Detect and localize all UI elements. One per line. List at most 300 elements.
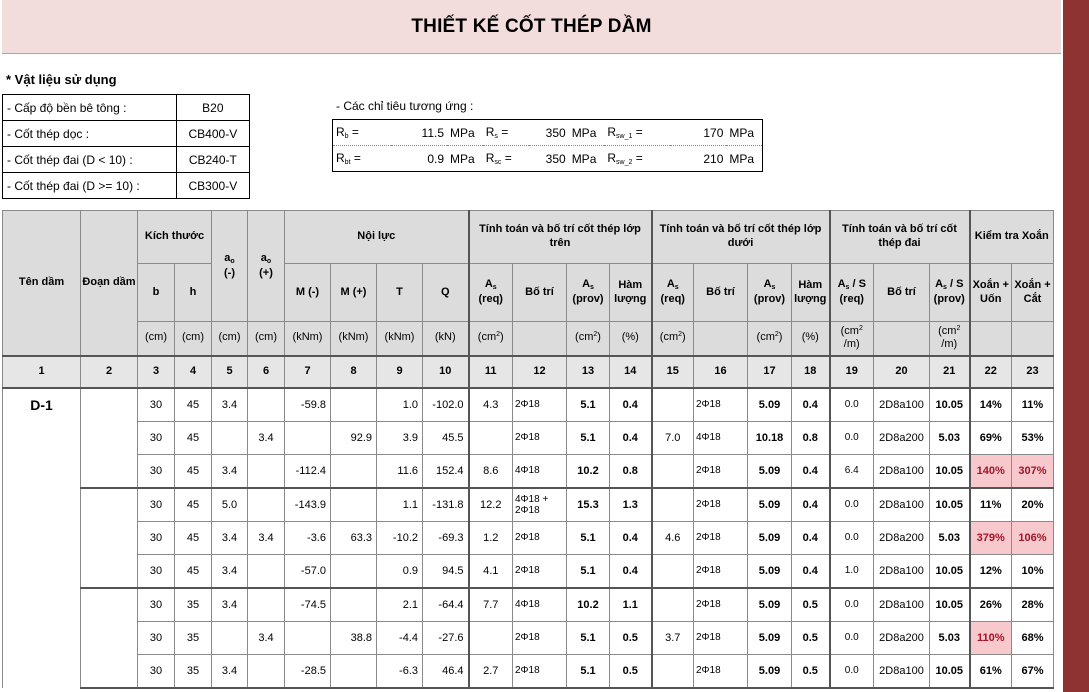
column-number: 18: [792, 356, 830, 388]
table-cell[interactable]: 67%: [1012, 654, 1054, 688]
column-number: 5: [212, 356, 248, 388]
table-cell[interactable]: [331, 588, 377, 622]
col-as-prov-bot: $A_s$ (prov): [748, 264, 792, 322]
table-cell[interactable]: 5.03: [930, 521, 970, 554]
table-cell[interactable]: 28%: [1012, 588, 1054, 622]
unit-cell: ($cm^2$ /m): [830, 322, 874, 356]
indicator-row: [333, 120, 763, 146]
table-cell[interactable]: 45: [175, 454, 212, 488]
unit-cell: (%): [610, 322, 652, 356]
col-noi-luc: Nội lực: [285, 211, 469, 264]
indicator-value[interactable]: 170: [670, 120, 726, 146]
table-cell[interactable]: 2Φ18: [513, 521, 567, 554]
table-cell[interactable]: 0.0: [830, 621, 874, 654]
indicator-unit: MPa: [571, 151, 597, 166]
table-cell[interactable]: 10.05: [930, 488, 970, 522]
material-row: [3, 95, 250, 121]
table-cell[interactable]: [469, 421, 513, 454]
table-cell[interactable]: 0.4: [610, 554, 652, 588]
table-cell[interactable]: 0.8: [610, 454, 652, 488]
table-cell[interactable]: 5.09: [748, 588, 792, 622]
table-cell[interactable]: -6.3: [377, 654, 423, 688]
indicator-unit: MPa: [447, 120, 483, 146]
table-cell[interactable]: 307%: [1012, 454, 1054, 488]
table-cell[interactable]: 30: [138, 554, 175, 588]
table-cell[interactable]: 0.0: [830, 521, 874, 554]
table-cell[interactable]: 30: [138, 421, 175, 454]
table-cell[interactable]: 2Φ18: [694, 554, 748, 588]
column-number: 14: [610, 356, 652, 388]
header-row: [3, 264, 1054, 322]
table-cell[interactable]: [331, 488, 377, 522]
table-cell[interactable]: [248, 654, 285, 688]
table-cell[interactable]: 2D8a100: [874, 554, 930, 588]
table-cell[interactable]: 379%: [970, 521, 1012, 554]
table-cell[interactable]: 4.3: [469, 388, 513, 422]
table-cell[interactable]: 2Φ18: [513, 421, 567, 454]
table-cell[interactable]: 5.09: [748, 654, 792, 688]
segment-cell[interactable]: [81, 588, 138, 688]
table-cell[interactable]: [248, 488, 285, 522]
table-cell[interactable]: [331, 654, 377, 688]
table-cell[interactable]: 45: [175, 388, 212, 422]
table-cell[interactable]: 2Φ18: [513, 621, 567, 654]
table-cell[interactable]: 4.6: [652, 521, 694, 554]
table-cell[interactable]: 63.3: [331, 521, 377, 554]
unit-cell: [513, 322, 567, 356]
table-cell[interactable]: 2Φ18: [694, 588, 748, 622]
table-cell[interactable]: 0.5: [610, 654, 652, 688]
unit-cell: [970, 322, 1012, 356]
unit-cell: (cm): [138, 322, 175, 356]
material-value[interactable]: CB240-T: [176, 147, 249, 173]
table-cell[interactable]: 2.7: [469, 654, 513, 688]
column-number: 22: [970, 356, 1012, 388]
table-cell[interactable]: 2Φ18: [513, 554, 567, 588]
segment-cell[interactable]: [81, 388, 138, 488]
table-cell[interactable]: 38.8: [331, 621, 377, 654]
table-cell[interactable]: [285, 421, 331, 454]
unit-cell: (kNm): [377, 322, 423, 356]
table-cell[interactable]: [652, 554, 694, 588]
unit-cell: (kNm): [285, 322, 331, 356]
table-cell[interactable]: 10.05: [930, 654, 970, 688]
table-cell[interactable]: 0.8: [792, 421, 830, 454]
column-number: 3: [138, 356, 175, 388]
table-cell[interactable]: 20%: [1012, 488, 1054, 522]
table-cell[interactable]: 2D8a100: [874, 654, 930, 688]
table-cell[interactable]: 1.0: [830, 554, 874, 588]
units-row: [3, 322, 1054, 356]
table-cell[interactable]: 5.0: [212, 488, 248, 522]
material-value[interactable]: CB300-V: [176, 173, 249, 199]
table-cell[interactable]: 2D8a100: [874, 454, 930, 488]
table-cell[interactable]: 2Φ18: [513, 654, 567, 688]
table-cell[interactable]: 1.2: [469, 521, 513, 554]
col-as-s-req: $A_s$ / S (req): [830, 264, 874, 322]
table-cell[interactable]: -59.8: [285, 388, 331, 422]
material-label: - Cấp độ bền bê tông :: [3, 95, 177, 121]
indicator-symbol: $R_{sc}$ =: [485, 151, 512, 166]
table-cell[interactable]: 0.4: [792, 454, 830, 488]
table-cell[interactable]: 2.1: [377, 588, 423, 622]
table-cell[interactable]: 106%: [1012, 521, 1054, 554]
col-ham-luong-bot: Hàm lượng: [792, 264, 830, 322]
table-cell[interactable]: [652, 454, 694, 488]
col-ao-plus: $a_o$ (+): [248, 211, 285, 322]
table-cell[interactable]: 0.0: [830, 488, 874, 522]
table-cell[interactable]: [285, 621, 331, 654]
table-cell[interactable]: 0.0: [830, 421, 874, 454]
table-cell[interactable]: 3.4: [248, 421, 285, 454]
table-cell[interactable]: 0.4: [792, 554, 830, 588]
material-value[interactable]: B20: [176, 95, 249, 121]
table-cell[interactable]: 2Φ18: [694, 454, 748, 488]
table-cell[interactable]: 1.1: [610, 588, 652, 622]
table-cell[interactable]: 45: [175, 554, 212, 588]
column-number: 4: [175, 356, 212, 388]
table-cell[interactable]: [248, 388, 285, 422]
table-cell[interactable]: 2Φ18: [694, 654, 748, 688]
table-cell[interactable]: [652, 488, 694, 522]
table-cell[interactable]: -28.5: [285, 654, 331, 688]
table-cell[interactable]: 0.9: [377, 554, 423, 588]
table-cell[interactable]: 5.09: [748, 488, 792, 522]
table-row: [3, 654, 1054, 688]
table-cell[interactable]: -3.6: [285, 521, 331, 554]
table-cell[interactable]: 0.4: [792, 488, 830, 522]
table-cell[interactable]: 3.4: [212, 388, 248, 422]
column-number: 1: [3, 356, 81, 388]
unit-cell: (cm): [212, 322, 248, 356]
table-cell[interactable]: 30: [138, 488, 175, 522]
table-cell[interactable]: 3.4: [212, 554, 248, 588]
unit-cell: (cm): [248, 322, 285, 356]
table-cell[interactable]: -4.4: [377, 621, 423, 654]
table-cell[interactable]: 14%: [970, 388, 1012, 422]
table-cell[interactable]: 3.9: [377, 421, 423, 454]
col-xoan: Kiểm tra Xoắn: [970, 211, 1054, 264]
table-cell[interactable]: 3.7: [652, 621, 694, 654]
table-cell[interactable]: -74.5: [285, 588, 331, 622]
material-row: [3, 147, 250, 173]
table-cell[interactable]: 26%: [970, 588, 1012, 622]
page-title: THIẾT KẾ CỐT THÉP DẦM: [2, 0, 1061, 54]
table-cell[interactable]: 35: [175, 654, 212, 688]
table-row: [3, 388, 1054, 422]
table-cell[interactable]: 3.4: [212, 654, 248, 688]
table-cell[interactable]: 5.1: [567, 554, 610, 588]
col-bo-tri-bot: Bố trí: [694, 264, 748, 322]
materials-heading: * Vật liệu sử dụng: [6, 72, 117, 87]
indicator-value[interactable]: 0.9: [427, 151, 444, 166]
table-cell[interactable]: [652, 588, 694, 622]
table-cell[interactable]: 2Φ18: [513, 388, 567, 422]
table-cell[interactable]: 2Φ18: [694, 521, 748, 554]
table-cell[interactable]: [469, 621, 513, 654]
table-cell[interactable]: 45: [175, 421, 212, 454]
table-cell[interactable]: [212, 421, 248, 454]
table-cell[interactable]: [212, 621, 248, 654]
table-cell[interactable]: 0.5: [792, 621, 830, 654]
table-cell[interactable]: [331, 454, 377, 488]
column-number: 9: [377, 356, 423, 388]
table-cell[interactable]: 35: [175, 588, 212, 622]
table-cell[interactable]: 11.6: [377, 454, 423, 488]
indicator-value[interactable]: 210: [703, 151, 724, 166]
column-number: 20: [874, 356, 930, 388]
indicator-symbol: $R_b$ =: [333, 120, 392, 146]
indicator-value[interactable]: 350: [545, 151, 566, 166]
table-cell[interactable]: 3.4: [212, 588, 248, 622]
unit-cell: $(cm^2)$: [652, 322, 694, 356]
col-as-req-top: $A_s$ (req): [469, 264, 513, 322]
indicators-heading: - Các chỉ tiêu tương ứng :: [336, 99, 474, 113]
column-number-row: [3, 356, 1054, 388]
col-bo-tri-dai: Bố trí: [874, 264, 930, 322]
table-cell[interactable]: 12%: [970, 554, 1012, 588]
col-as-s-prov: $A_s$ / S (prov): [930, 264, 970, 322]
table-cell[interactable]: 11%: [1012, 388, 1054, 422]
table-cell[interactable]: 5.09: [748, 554, 792, 588]
table-cell[interactable]: 0.0: [830, 388, 874, 422]
table-cell[interactable]: [248, 454, 285, 488]
table-cell[interactable]: 5.1: [567, 388, 610, 422]
table-cell[interactable]: 8.6: [469, 454, 513, 488]
table-cell[interactable]: 46.4: [423, 654, 469, 688]
table-cell[interactable]: 0.5: [792, 654, 830, 688]
table-cell[interactable]: 3.4: [248, 621, 285, 654]
table-cell[interactable]: 3.4: [212, 521, 248, 554]
unit-cell: (kNm): [331, 322, 377, 356]
col-xoan-cat: Xoắn + Cắt: [1012, 264, 1054, 322]
material-label: - Cốt thép đai (D < 10) :: [3, 147, 177, 173]
col-t: T: [377, 264, 423, 322]
table-cell[interactable]: 5.1: [567, 654, 610, 688]
table-row: [3, 454, 1054, 488]
column-number: 15: [652, 356, 694, 388]
table-cell[interactable]: 2D8a200: [874, 421, 930, 454]
col-h: h: [175, 264, 212, 322]
col-b: b: [138, 264, 175, 322]
column-number: 23: [1012, 356, 1054, 388]
indicator-unit: MPa: [569, 120, 605, 146]
table-cell[interactable]: 2Φ18: [694, 621, 748, 654]
column-number: 7: [285, 356, 331, 388]
table-cell[interactable]: 0.4: [792, 388, 830, 422]
table-cell[interactable]: -10.2: [377, 521, 423, 554]
table-cell[interactable]: [248, 554, 285, 588]
table-cell[interactable]: [331, 388, 377, 422]
column-number: 6: [248, 356, 285, 388]
table-cell[interactable]: 45: [175, 521, 212, 554]
table-cell[interactable]: 5.09: [748, 521, 792, 554]
table-cell[interactable]: [331, 554, 377, 588]
table-cell[interactable]: 12.2: [469, 488, 513, 522]
header-row: [3, 211, 1054, 264]
table-cell[interactable]: 53%: [1012, 421, 1054, 454]
table-cell[interactable]: 6.4: [830, 454, 874, 488]
table-cell[interactable]: 4Φ18: [694, 421, 748, 454]
table-cell[interactable]: 35: [175, 621, 212, 654]
column-number: 8: [331, 356, 377, 388]
table-cell[interactable]: 5.09: [748, 388, 792, 422]
table-cell[interactable]: 110%: [970, 621, 1012, 654]
table-cell[interactable]: 5.09: [748, 621, 792, 654]
table-row: [3, 588, 1054, 622]
table-cell[interactable]: -64.4: [423, 588, 469, 622]
beam-name[interactable]: D-1: [3, 388, 81, 688]
table-cell[interactable]: 1.3: [610, 488, 652, 522]
indicator-unit: MPa: [729, 151, 755, 166]
table-cell[interactable]: 5.1: [567, 521, 610, 554]
table-cell[interactable]: 5.09: [748, 454, 792, 488]
col-as-prov-top: $A_s$ (prov): [567, 264, 610, 322]
table-cell[interactable]: 2D8a200: [874, 521, 930, 554]
table-cell[interactable]: 2D8a100: [874, 588, 930, 622]
table-cell[interactable]: 10.2: [567, 454, 610, 488]
table-cell[interactable]: 10.2: [567, 588, 610, 622]
table-cell[interactable]: 30: [138, 454, 175, 488]
unit-cell: [694, 322, 748, 356]
table-row: [3, 554, 1054, 588]
table-cell[interactable]: 0.4: [610, 421, 652, 454]
column-number: 21: [930, 356, 970, 388]
table-cell[interactable]: 0.5: [792, 588, 830, 622]
table-cell[interactable]: -102.0: [423, 388, 469, 422]
table-cell[interactable]: 4Φ18: [513, 588, 567, 622]
unit-cell: ($cm^2$ /m): [930, 322, 970, 356]
table-cell[interactable]: 30: [138, 588, 175, 622]
material-row: [3, 173, 250, 199]
col-q: Q: [423, 264, 469, 322]
table-cell[interactable]: -69.3: [423, 521, 469, 554]
col-bo-tri-top: Bố trí: [513, 264, 567, 322]
table-row: [3, 421, 1054, 454]
indicator-symbol: $R_{bt}$ =: [336, 151, 361, 166]
table-cell[interactable]: 15.3: [567, 488, 610, 522]
table-cell[interactable]: 3.4: [212, 454, 248, 488]
col-ten-dam: Tên dầm: [3, 211, 81, 356]
material-value[interactable]: CB400-V: [176, 121, 249, 147]
unit-cell: [874, 322, 930, 356]
col-doan-dam: Đoạn dầm: [81, 211, 138, 356]
table-cell[interactable]: 45.5: [423, 421, 469, 454]
table-cell[interactable]: 4Φ18: [513, 454, 567, 488]
table-cell[interactable]: 30: [138, 621, 175, 654]
table-cell[interactable]: 11%: [970, 488, 1012, 522]
unit-cell: [1012, 322, 1054, 356]
col-as-req-bot: $A_s$ (req): [652, 264, 694, 322]
table-cell[interactable]: 94.5: [423, 554, 469, 588]
table-cell[interactable]: 68%: [1012, 621, 1054, 654]
table-cell[interactable]: 5.1: [567, 421, 610, 454]
indicator-unit: MPa: [726, 120, 762, 146]
table-cell[interactable]: 1.0: [377, 388, 423, 422]
indicator-value[interactable]: 350: [529, 120, 569, 146]
table-cell[interactable]: -112.4: [285, 454, 331, 488]
table-row: [3, 488, 1054, 522]
table-cell[interactable]: 2Φ18: [694, 488, 748, 522]
table-cell[interactable]: 69%: [970, 421, 1012, 454]
column-number: 17: [748, 356, 792, 388]
col-xoan-uon: Xoắn + Uốn: [970, 264, 1012, 322]
table-cell[interactable]: -131.8: [423, 488, 469, 522]
unit-cell: $(cm^2)$: [748, 322, 792, 356]
table-cell[interactable]: 30: [138, 654, 175, 688]
table-cell[interactable]: 10.05: [930, 454, 970, 488]
indicator-symbol: $R_{sw\_1}$ =: [604, 120, 670, 146]
table-cell[interactable]: 140%: [970, 454, 1012, 488]
table-cell[interactable]: 7.7: [469, 588, 513, 622]
column-number: 13: [567, 356, 610, 388]
table-cell[interactable]: 10.05: [930, 554, 970, 588]
table-cell[interactable]: 5.03: [930, 421, 970, 454]
table-cell[interactable]: -27.6: [423, 621, 469, 654]
table-cell[interactable]: 0.0: [830, 588, 874, 622]
column-number: 2: [81, 356, 138, 388]
table-cell[interactable]: 30: [138, 388, 175, 422]
table-cell[interactable]: [652, 654, 694, 688]
table-cell[interactable]: -143.9: [285, 488, 331, 522]
table-cell[interactable]: 10.05: [930, 588, 970, 622]
segment-cell[interactable]: [81, 488, 138, 588]
col-duoi: Tính toán và bố trí cốt thép lớp dưới: [652, 211, 830, 264]
table-cell[interactable]: 2D8a100: [874, 488, 930, 522]
table-cell[interactable]: 92.9: [331, 421, 377, 454]
column-number: 19: [830, 356, 874, 388]
table-cell[interactable]: 5.1: [567, 621, 610, 654]
col-dai: Tính toán và bố trí cốt thép đai: [830, 211, 970, 264]
table-cell[interactable]: 3.4: [248, 521, 285, 554]
table-cell[interactable]: 30: [138, 521, 175, 554]
table-cell[interactable]: 10%: [1012, 554, 1054, 588]
table-cell[interactable]: [652, 388, 694, 422]
table-cell[interactable]: 4Φ18 + 2Φ18: [513, 488, 567, 522]
side-bar: [1063, 0, 1089, 692]
table-cell[interactable]: 2D8a200: [874, 621, 930, 654]
table-cell[interactable]: 1.1: [377, 488, 423, 522]
table-cell[interactable]: 7.0: [652, 421, 694, 454]
table-cell[interactable]: 61%: [970, 654, 1012, 688]
material-row: [3, 121, 250, 147]
table-cell[interactable]: 0.4: [610, 521, 652, 554]
table-cell[interactable]: 5.03: [930, 621, 970, 654]
material-label: - Cốt thép đai (D >= 10) :: [3, 173, 177, 199]
column-number: 16: [694, 356, 748, 388]
table-cell[interactable]: 2Φ18: [694, 388, 748, 422]
indicator-value[interactable]: 11.5: [391, 120, 447, 146]
table-cell[interactable]: 4.1: [469, 554, 513, 588]
table-cell[interactable]: 10.05: [930, 388, 970, 422]
table-cell[interactable]: 0.4: [792, 521, 830, 554]
table-cell[interactable]: 0.0: [830, 654, 874, 688]
table-cell[interactable]: 2D8a100: [874, 388, 930, 422]
table-cell[interactable]: -57.0: [285, 554, 331, 588]
column-number: 11: [469, 356, 513, 388]
col-ham-luong-top: Hàm lượng: [610, 264, 652, 322]
unit-cell: (%): [792, 322, 830, 356]
table-cell[interactable]: 0.5: [610, 621, 652, 654]
col-ao-minus: $a_o$ (-): [212, 211, 248, 322]
table-cell[interactable]: 0.4: [610, 388, 652, 422]
table-cell[interactable]: [248, 588, 285, 622]
unit-cell: (kN): [423, 322, 469, 356]
table-cell[interactable]: 45: [175, 488, 212, 522]
table-cell[interactable]: 152.4: [423, 454, 469, 488]
beam-design-table: [2, 210, 1054, 689]
table-cell[interactable]: 10.18: [748, 421, 792, 454]
